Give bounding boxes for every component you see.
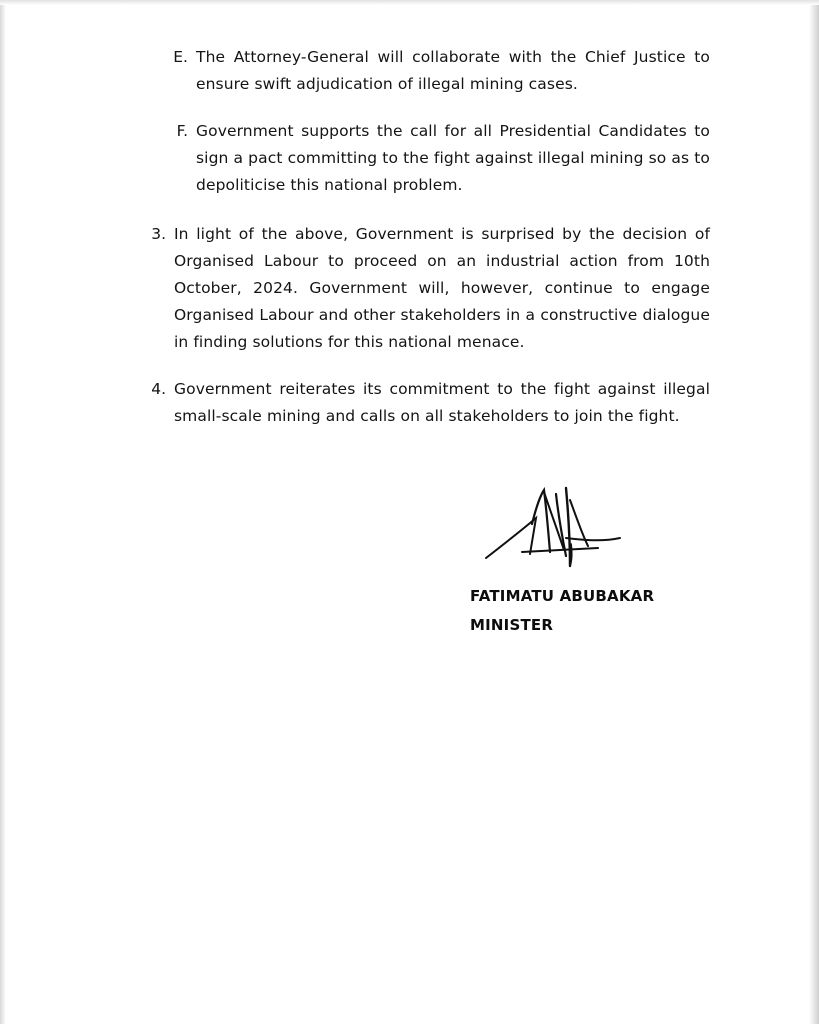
signer-title: MINISTER	[470, 616, 554, 634]
scan-edge-right	[809, 0, 819, 1024]
list-item-text: In light of the above, Government is surprised by the decision of Organised Labour to proceed on an industrial action from 10th October, 2024. Government will, however, continue to engage Organised Labour and other stakeholders in a constructive dialogue in finding solutions for this national menace.	[174, 225, 710, 351]
scan-edge-left	[0, 0, 6, 1024]
list-item-marker: 3.	[151, 225, 166, 243]
list-item	[140, 221, 710, 356]
list-item-text: The Attorney-General will collaborate with the Chief Justice to ensure swift adjudication of illegal mining cases.	[196, 48, 710, 93]
list-item-marker: F.	[176, 122, 188, 140]
list-item-text: Government reiterates its commitment to the fight against illegal small-scale mining and calls on all stakeholders to join the fight.	[174, 380, 710, 425]
signature-block	[470, 480, 730, 638]
list-item	[162, 44, 710, 98]
signer-name: FATIMATU ABUBAKAR	[470, 587, 655, 605]
handwritten-signature-icon	[470, 480, 680, 580]
list-item-marker: 4.	[151, 380, 166, 398]
scan-edge-top	[0, 0, 819, 5]
document-body	[140, 44, 710, 452]
list-item	[162, 118, 710, 199]
list-item-marker: E.	[173, 48, 188, 66]
list-item	[140, 376, 710, 430]
list-item-text: Government supports the call for all Presidential Candidates to sign a pact committing to the fight against illegal mining so as to depoliticise this national problem.	[196, 122, 710, 194]
numbered-list	[140, 221, 710, 430]
lettered-list	[162, 44, 710, 199]
